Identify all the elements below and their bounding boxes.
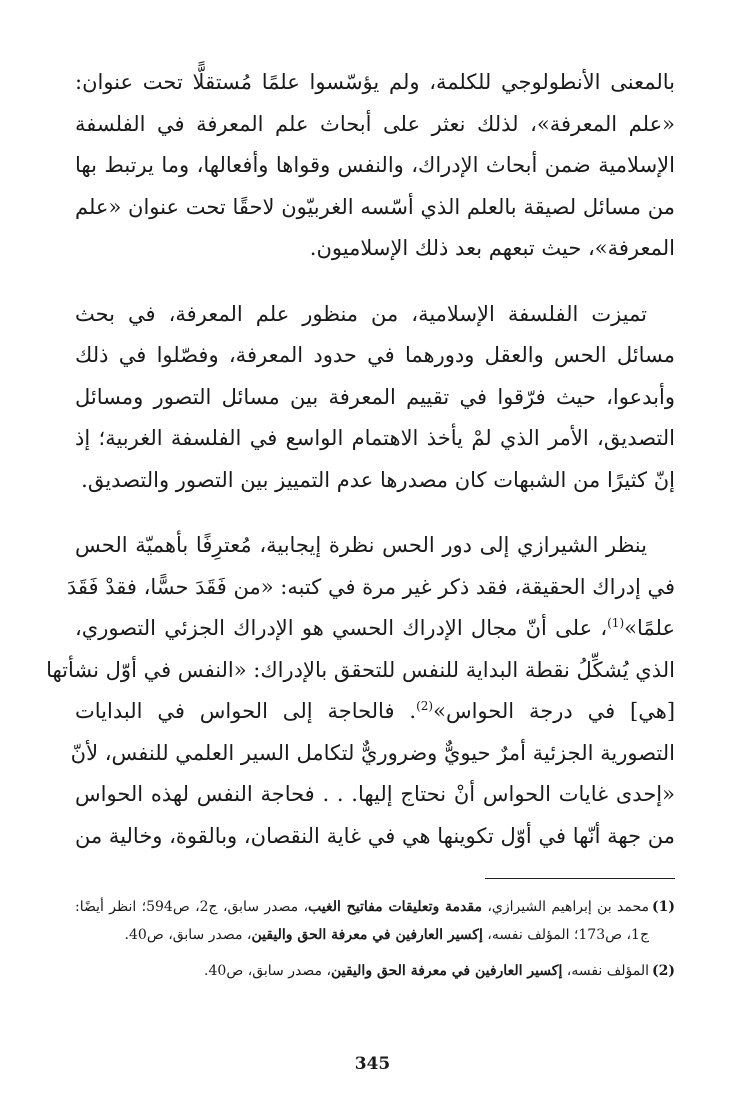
quote-text: [هي] في درجة الحواس» [433,699,676,723]
text-line: الذي يُشكِّلُ نقطة البداية للنفس للتحقق بالإدراك: «النفس في أوّل نشأتها [46,657,675,682]
text-line: الإسلامية ضمن أبحاث الإدراك، والنفس وقواها وأفعالها، وما يرتبط بها [75,153,675,177]
text-line: تميزت الفلسفة الإسلامية، من منظور علم المعرفة، في بحث [75,301,647,326]
footnote-1 [75,893,675,949]
footnote-number: (2) [652,963,675,979]
footnote-citation: ، مصدر سابق، ص40. [204,963,331,979]
text-line: وأبدعوا، حيث فرّقوا في تقييم المعرفة بين مسائل التصور ومسائل [75,384,675,409]
text-line: إنّ كثيرًا من الشبهات كان مصدرها عدم التمييز بين التصور والتصديق. [81,467,675,492]
text-line: التصورية الجزئية أمرٌ حيويٌّ وضروريٌّ لتكامل السير العلمي للنفس، لأنّ [70,740,675,765]
footnote-title: مقدمة وتعليقات مفاتيح الغيب [308,899,482,915]
text-line: من مسائل لصيقة بالعلم الذي أسّسه الغربيّون لاحقًا تحت عنوان «علم [75,194,675,219]
paragraph-3 [46,525,676,857]
footnote-title: إكسير العارفين في معرفة الحق واليقين [330,963,563,979]
text-line: في إدراك الحقيقة، فقد ذكر غير مرة في كتبه: «من فَقَدَ حسًّا، فقدْ فَقَدَ [66,574,675,599]
text-line [75,691,675,733]
quote-text: علمًا» [624,616,675,640]
footnote-ref-1[interactable]: (1) [607,616,625,630]
text-line: مسائل الحس والعقل ودورهما في حدود المعرفة، وفصّلوا في ذلك [75,343,675,367]
text-line [75,608,675,650]
text-line: بالمعنى الأنطولوجي للكلمة، ولم يؤسّسوا علمًا مُستقلًّا تحت عنوان: [75,70,675,94]
footnote-2 [75,957,675,985]
footnote-author: المؤلف نفسه، [562,963,649,979]
text-line: «إحدى غايات الحواس أنْ نحتاج إليها. . . فحاجة النفس لهذه الحواس [75,782,675,806]
text-line: المعرفة»، حيث تبعهم بعد ذلك الإسلاميون. [309,236,675,260]
footnote-text [75,957,649,985]
text-line: من جهة أنّها في أوّل تكوينها هي في غاية النقصان، وبالقوة، وخالية من [75,823,675,848]
footnote-citation: ، مصدر سابق، ص40. [124,927,252,943]
footnotes [75,893,675,993]
text-line: ينظر الشيرازي إلى دور الحس نظرة إيجابية، مُعترِفًا بأهميّة الحس [75,533,647,557]
line-text: . فالحاجة إلى الحواس في البدايات [75,699,417,723]
footnote-number: (1) [652,899,675,915]
footnote-text [75,893,649,949]
page-number: 345 [354,1054,391,1074]
line-text: ، على أنّ مجال الإدراك الحسي هو الإدراك الجزئي التصوري، [75,616,608,640]
footnote-title: إكسير العارفين في معرفة الحق واليقين [251,927,483,943]
text-line: «علم المعرفة»، لذلك نعثر على أبحاث علم المعرفة في الفلسفة [75,111,675,136]
paragraph-1 [75,62,675,270]
footnote-author: محمد بن إبراهيم الشيرازي، [481,899,649,915]
main-text [46,62,676,857]
text-line: التصديق، الأمر الذي لمْ يأخذ الاهتمام الواسع في الفلسفة الغربية؛ إذ [75,426,675,450]
footnote-ref-2[interactable]: (2) [416,699,434,713]
footnote-citation: ، مصدر سابق، ج2، ص594؛ انظر أيضًا: ج1، ص173؛ المؤلف نفسه، [75,899,649,943]
footnote-divider [485,878,675,879]
paragraph-2 [75,294,675,502]
